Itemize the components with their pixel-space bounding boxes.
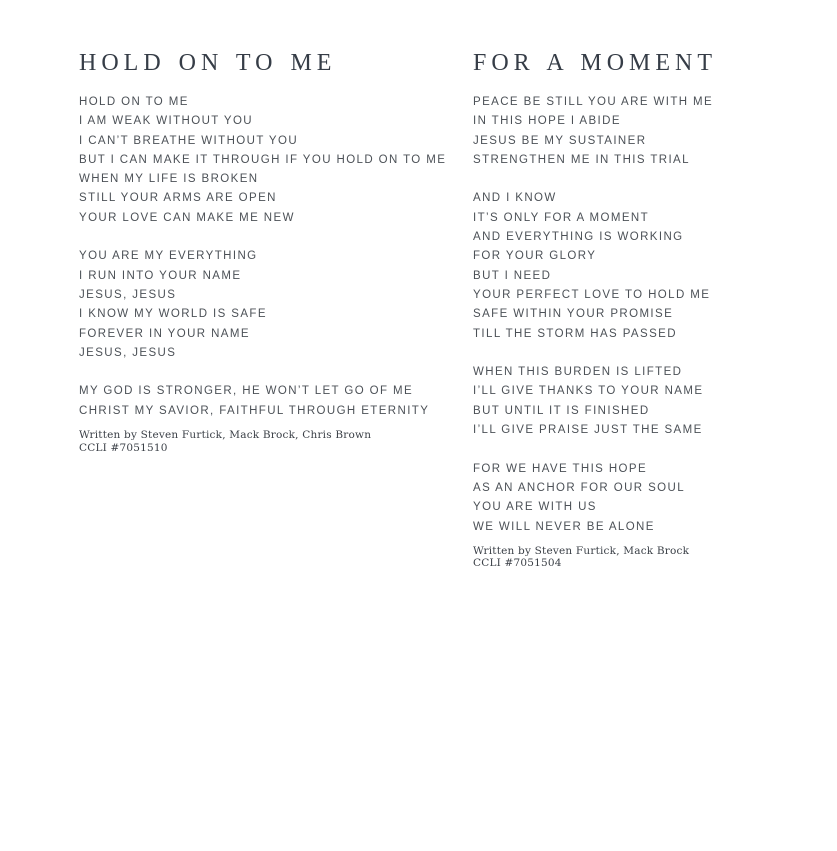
lyric-line: JESUS, JESUS <box>79 288 177 301</box>
lyric-line: YOUR PERFECT LOVE TO HOLD ME <box>473 288 711 301</box>
lyric-line: YOU ARE MY EVERYTHING <box>79 250 258 263</box>
lyric-line: BUT I NEED <box>473 269 552 282</box>
lyric-line: I AM WEAK WITHOUT YOU <box>79 115 254 128</box>
lyric-line: YOUR LOVE CAN MAKE ME NEW <box>79 211 295 224</box>
lyric-line: I CAN’T BREATHE WITHOUT YOU <box>79 134 299 147</box>
lyric-line: JESUS BE MY SUSTAINER <box>473 134 647 147</box>
lyric-line: YOU ARE WITH US <box>473 501 597 514</box>
credit-writers: Written by Steven Furtick, Mack Brock <box>473 544 690 557</box>
lyric-line: WHEN THIS BURDEN IS LIFTED <box>473 366 683 379</box>
lyric-line: AND EVERYTHING IS WORKING <box>473 231 684 244</box>
lyric-line: I RUN INTO YOUR NAME <box>79 269 242 282</box>
lyric-line: WE WILL NEVER BE ALONE <box>473 520 655 533</box>
lyric-line: AND I KNOW <box>473 192 557 205</box>
stanza-1 <box>473 93 823 170</box>
credit-writers: Written by Steven Furtick, Mack Brock, Chris Brown <box>79 429 372 442</box>
credit-ccli: CCLI #7051504 <box>473 557 562 570</box>
lyric-line: STRENGTHEN ME IN THIS TRIAL <box>473 153 690 166</box>
lyric-line: MY GOD IS STRONGER, HE WON’T LET GO OF ME <box>79 385 414 398</box>
stanza-3 <box>473 363 823 440</box>
lyric-line: STILL YOUR ARMS ARE OPEN <box>79 192 277 205</box>
stanza-2 <box>79 247 464 363</box>
credit-ccli: CCLI #7051510 <box>79 441 168 454</box>
credits <box>79 429 464 454</box>
lyric-line: FOR YOUR GLORY <box>473 250 597 263</box>
lyric-line: FOREVER IN YOUR NAME <box>79 327 250 340</box>
lyric-line: IT’S ONLY FOR A MOMENT <box>473 211 650 224</box>
song-title: HOLD ON TO ME <box>79 50 337 76</box>
lyric-line: FOR WE HAVE THIS HOPE <box>473 462 648 475</box>
lyric-line: I KNOW MY WORLD IS SAFE <box>79 308 267 321</box>
lyric-line: WHEN MY LIFE IS BROKEN <box>79 173 259 186</box>
lyric-line: BUT UNTIL IT IS FINISHED <box>473 404 650 417</box>
lyric-line: CHRIST MY SAVIOR, FAITHFUL THROUGH ETERNITY <box>79 404 430 417</box>
lyric-line: IN THIS HOPE I ABIDE <box>473 115 621 128</box>
lyric-line: I’LL GIVE PRAISE JUST THE SAME <box>473 424 703 437</box>
lyric-line: PEACE BE STILL YOU ARE WITH ME <box>473 96 714 108</box>
song-hold-on-to-me <box>79 51 464 454</box>
lyric-line: SAFE WITHIN YOUR PROMISE <box>473 308 674 321</box>
lyric-line: BUT I CAN MAKE IT THROUGH IF YOU HOLD ON TO ME <box>79 153 447 166</box>
song-title: FOR A MOMENT <box>473 50 718 76</box>
stanza-3 <box>79 382 464 421</box>
credits <box>473 545 823 570</box>
lyric-line: JESUS, JESUS <box>79 346 177 359</box>
stanza-2 <box>473 189 823 343</box>
lyric-line: TILL THE STORM HAS PASSED <box>473 327 677 340</box>
stanza-4 <box>473 460 823 537</box>
lyric-line: AS AN ANCHOR FOR OUR SOUL <box>473 481 686 494</box>
stanza-1 <box>79 93 464 228</box>
lyric-line: I’LL GIVE THANKS TO YOUR NAME <box>473 385 704 398</box>
song-for-a-moment <box>473 51 823 570</box>
lyric-line: HOLD ON TO ME <box>79 96 189 108</box>
